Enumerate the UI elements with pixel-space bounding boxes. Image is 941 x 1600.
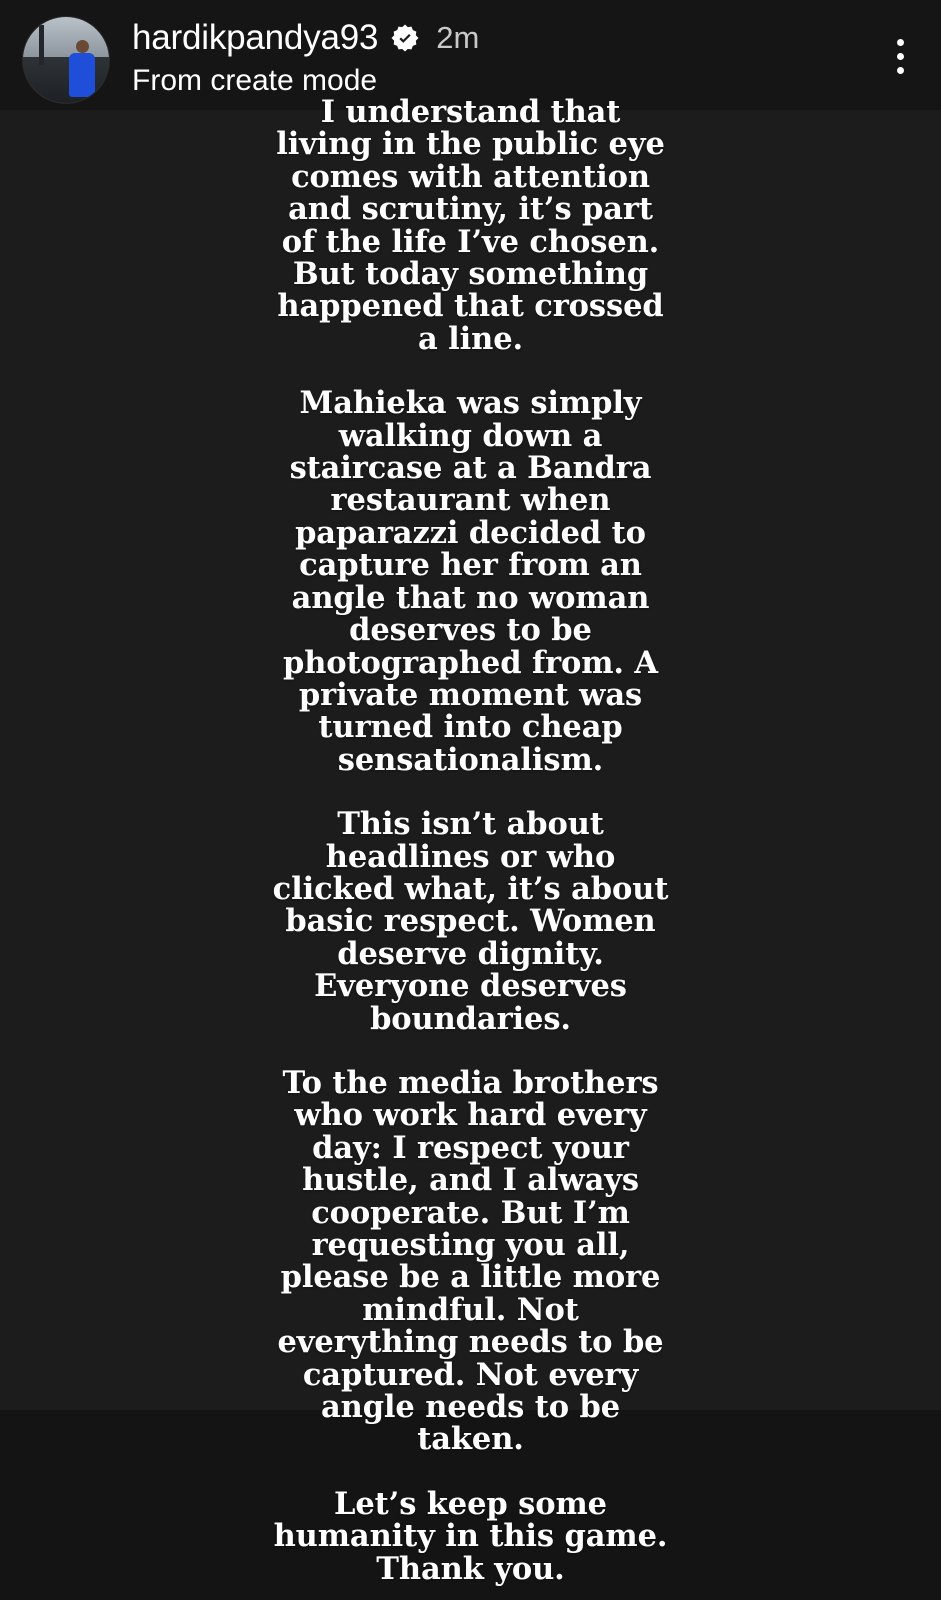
verified-badge-icon	[390, 23, 420, 53]
story-paragraph: This isn’t about headlines or who clicked what, it’s about basic respect. Women deserve dignity. Everyone deserves boundaries.	[272, 806, 679, 1037]
story-text-body	[0, 96, 941, 1585]
avatar[interactable]	[22, 16, 110, 104]
username-label[interactable]: hardikpandya93	[132, 18, 379, 57]
avatar-image-sky	[23, 17, 109, 57]
story-paragraph: Mahieka was simply walking down a staircase at a Bandra restaurant when paparazzi decided to capture her from an angle that no woman deserves to be photographed from. A private moment was turned into cheap sensationalism.	[283, 385, 669, 778]
story-header	[0, 0, 941, 112]
timestamp-label: 2m	[436, 20, 480, 55]
avatar-image-ground	[23, 57, 109, 103]
avatar-image-person	[69, 53, 95, 97]
avatar-image-pole	[39, 25, 44, 65]
story-paragraph: To the media brothers who work hard every day: I respect your hustle, and I always cooperate. But I’m requesting you all, please be a little more mindful. Not everything needs to be captured. Not every angle needs to be taken.	[277, 1064, 675, 1458]
story-header-text	[132, 14, 877, 96]
more-options-icon[interactable]	[877, 26, 923, 86]
story-paragraph: Let’s keep some humanity in this game. Thank you.	[273, 1485, 678, 1587]
username-row	[132, 20, 877, 55]
create-mode-label: From create mode	[132, 64, 378, 97]
story-paragraph: I understand that living in the public eye comes with attention and scrutiny, it’s part of the life I’ve chosen. But today something happened that crossed a line.	[276, 94, 676, 357]
